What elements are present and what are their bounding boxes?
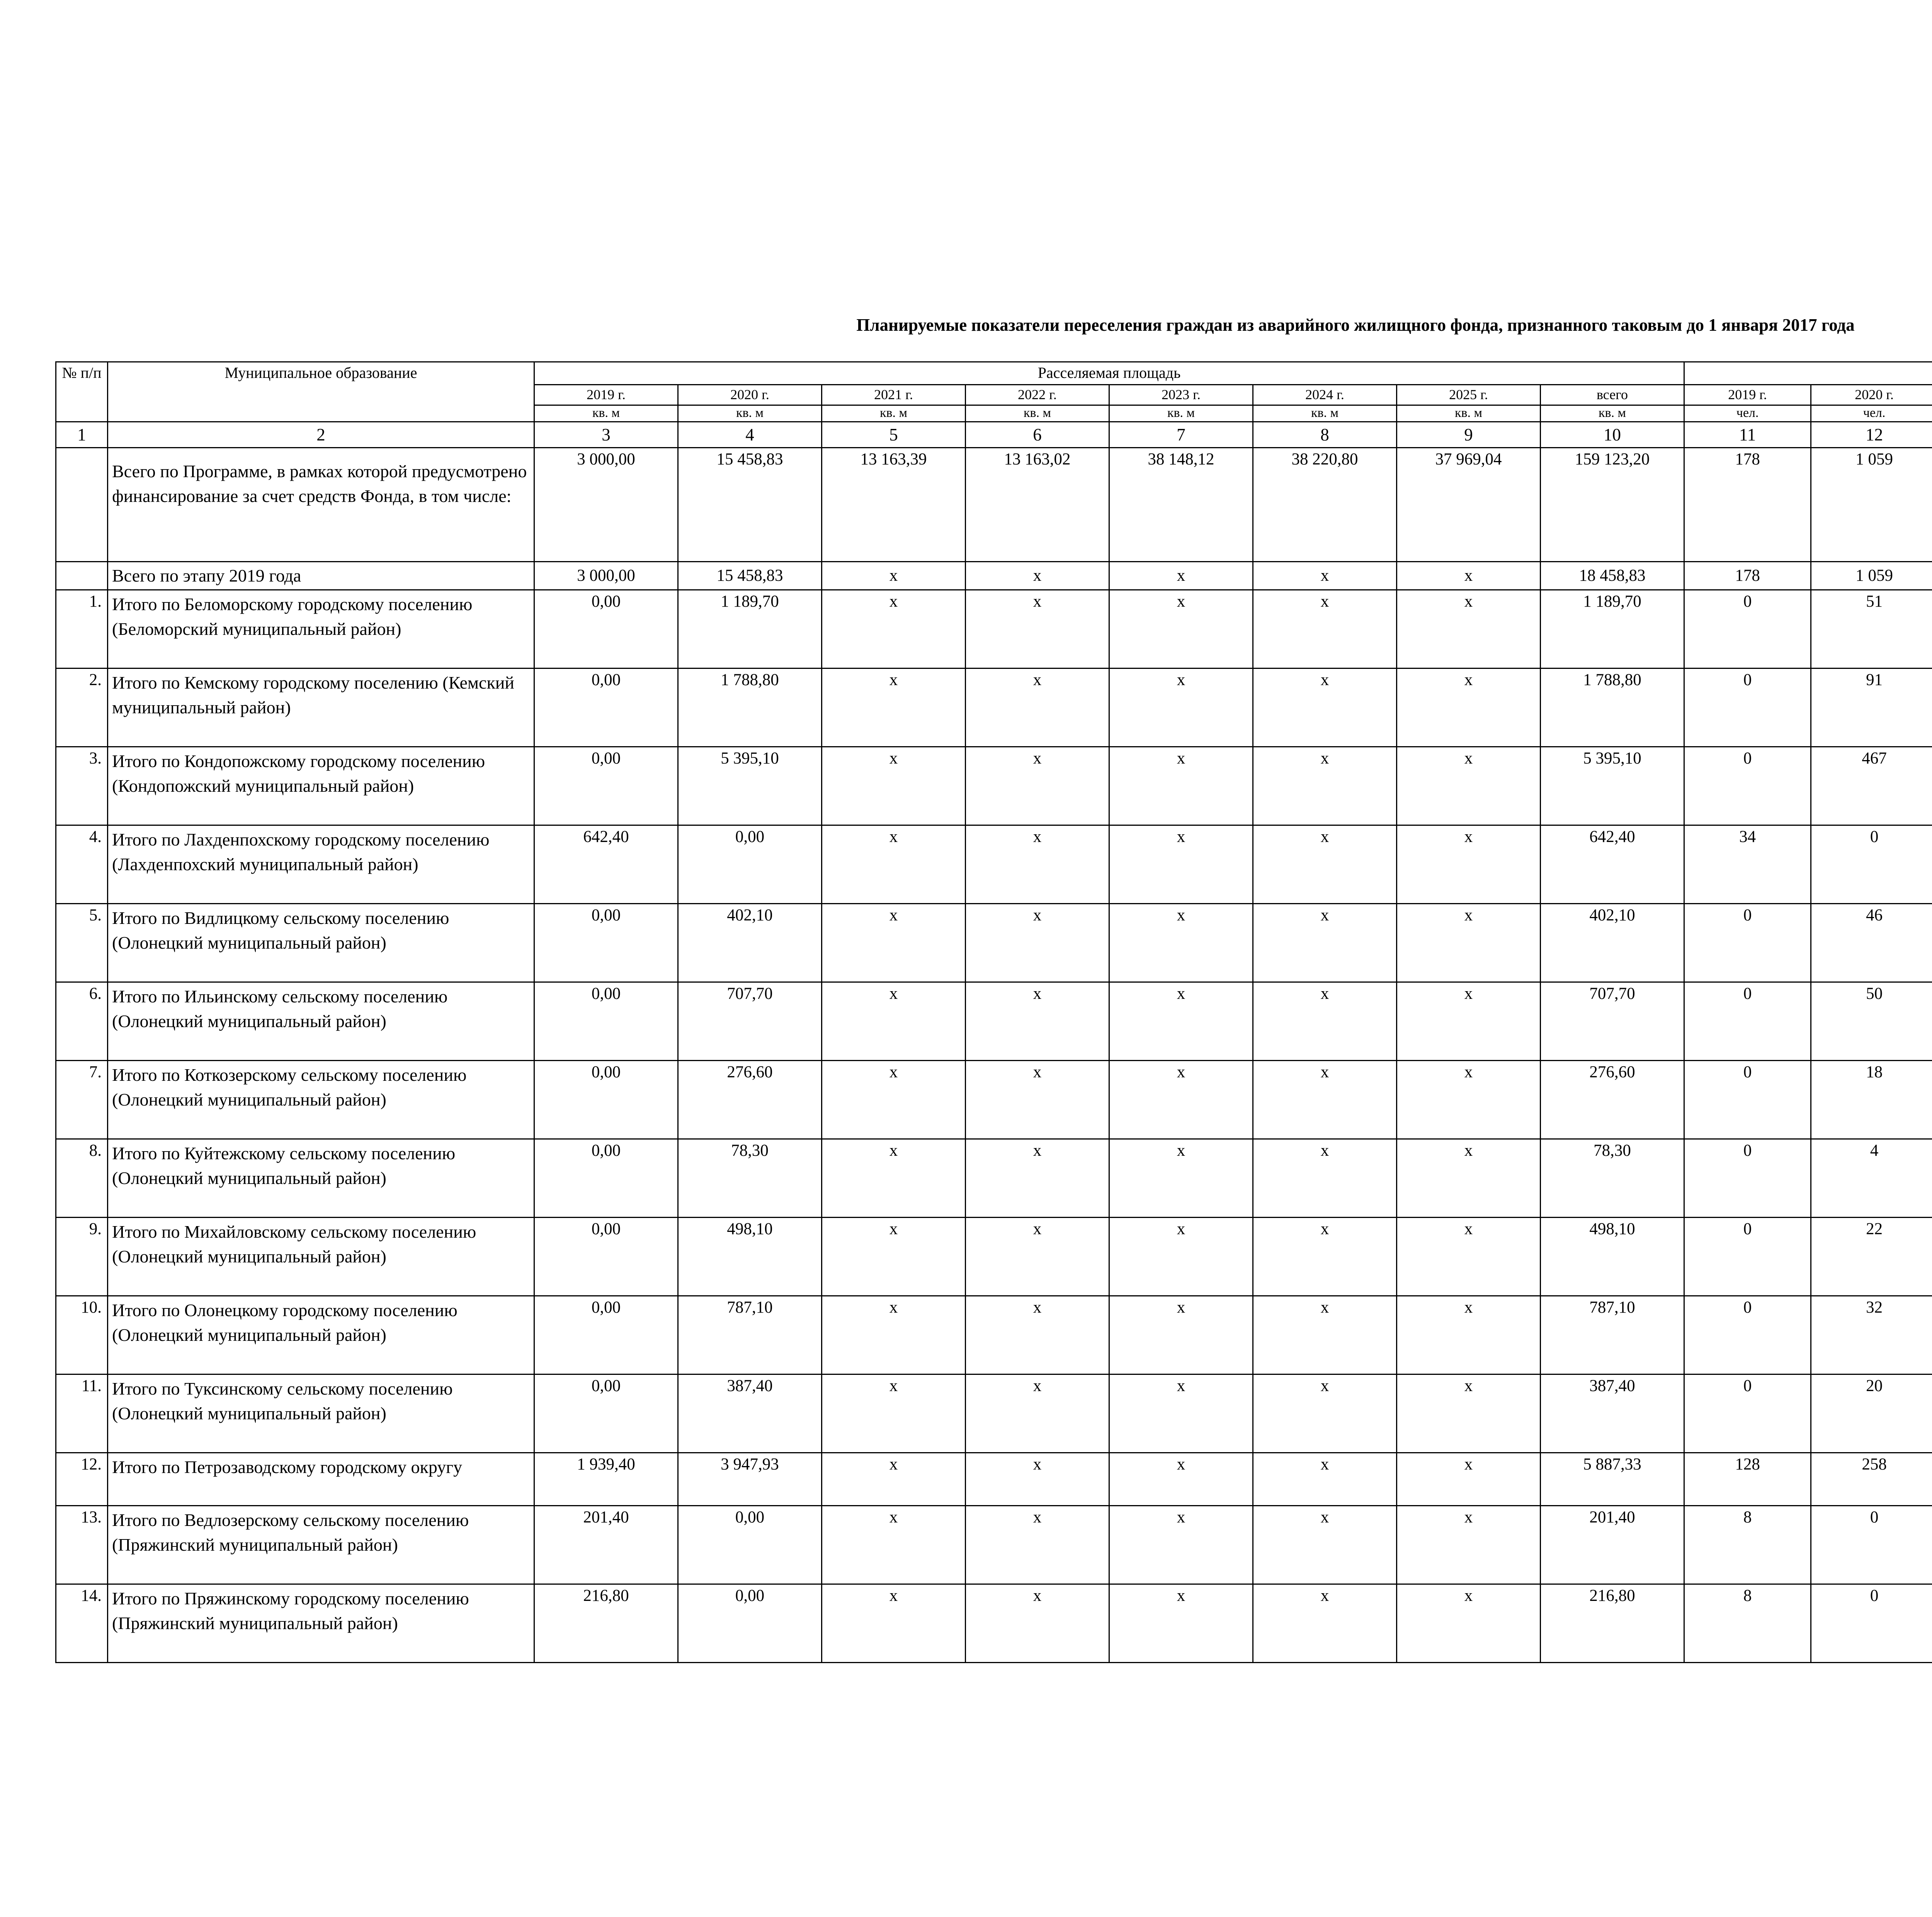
area-value: x [1109, 1139, 1253, 1218]
area-value: 707,70 [678, 982, 822, 1061]
area-value: x [1253, 1139, 1397, 1218]
table-row [56, 1584, 1932, 1663]
area-value: x [1253, 1218, 1397, 1296]
area-value: 13 163,39 [822, 448, 966, 562]
area-value: x [822, 562, 966, 590]
row-number: 12. [56, 1453, 108, 1506]
table-row [56, 1453, 1932, 1506]
column-number: 9 [1397, 422, 1541, 448]
area-value: x [1109, 590, 1253, 668]
area-value: x [1397, 982, 1541, 1061]
municipality-name: Итого по Лахденпохскому городскому поселению (Лахденпохский муниципальный район) [108, 825, 534, 904]
area-value: x [1109, 825, 1253, 904]
people-value: 0 [1811, 825, 1932, 904]
table-row [56, 1218, 1932, 1296]
area-value: x [1397, 1584, 1541, 1663]
column-number: 1 [56, 422, 108, 448]
people-value: 91 [1811, 668, 1932, 747]
area-value: x [1397, 1506, 1541, 1584]
area-value: x [822, 1061, 966, 1139]
area-value: x [1397, 1453, 1541, 1506]
people-value: 8 [1684, 1584, 1811, 1663]
area-value: x [966, 668, 1109, 747]
municipality-name: Итого по Куйтежскому сельскому поселению (Олонецкий муниципальный район) [108, 1139, 534, 1218]
people-unit-header: чел. [1684, 405, 1811, 422]
area-value: 201,40 [534, 1506, 678, 1584]
header-area-group: Расселяемая площадь [534, 362, 1684, 385]
resettlement-table [55, 361, 1932, 1663]
row-number: 6. [56, 982, 108, 1061]
area-value: x [1397, 1218, 1541, 1296]
area-value: 498,10 [1541, 1218, 1684, 1296]
area-value: x [966, 1584, 1109, 1663]
area-year-header: всего [1541, 385, 1684, 405]
area-value: x [966, 1506, 1109, 1584]
area-value: x [1253, 590, 1397, 668]
area-value: 642,40 [1541, 825, 1684, 904]
header-row-number: № п/п [56, 362, 108, 422]
people-value: 0 [1684, 668, 1811, 747]
municipality-name: Итого по Беломорскому городскому поселению (Беломорский муниципальный район) [108, 590, 534, 668]
people-value: 1 059 [1811, 562, 1932, 590]
municipality-name: Всего по этапу 2019 года [108, 562, 534, 590]
area-unit-header: кв. м [534, 405, 678, 422]
people-value: 50 [1811, 982, 1932, 1061]
table-row [56, 562, 1932, 590]
municipality-name: Всего по Программе, в рамках которой предусмотрено финансирование за счет средств Фонда, в том числе: [108, 448, 534, 562]
area-value: x [1253, 904, 1397, 982]
people-value: 0 [1684, 1218, 1811, 1296]
area-value: 3 000,00 [534, 562, 678, 590]
row-number [56, 448, 108, 562]
people-value: 22 [1811, 1218, 1932, 1296]
area-value: x [1397, 1061, 1541, 1139]
people-year-header: 2019 г. [1684, 385, 1811, 405]
table-row [56, 1061, 1932, 1139]
table-row [56, 1374, 1932, 1453]
area-value: 1 189,70 [678, 590, 822, 668]
area-value: x [966, 904, 1109, 982]
area-value: 216,80 [1541, 1584, 1684, 1663]
area-value: 159 123,20 [1541, 448, 1684, 562]
area-value: x [1253, 747, 1397, 825]
people-year-header: 2020 г. [1811, 385, 1932, 405]
area-value: 402,10 [1541, 904, 1684, 982]
area-value: x [822, 1584, 966, 1663]
area-value: 1 788,80 [1541, 668, 1684, 747]
table-row [56, 747, 1932, 825]
row-number: 8. [56, 1139, 108, 1218]
people-value: 0 [1811, 1584, 1932, 1663]
people-value: 1 059 [1811, 448, 1932, 562]
area-year-header: 2022 г. [966, 385, 1109, 405]
column-number: 11 [1684, 422, 1811, 448]
area-value: 402,10 [678, 904, 822, 982]
municipality-name: Итого по Ильинскому сельскому поселению (Олонецкий муниципальный район) [108, 982, 534, 1061]
area-value: 3 947,93 [678, 1453, 822, 1506]
people-value: 0 [1811, 1506, 1932, 1584]
area-value: x [966, 982, 1109, 1061]
area-value: x [1253, 1453, 1397, 1506]
people-value: 178 [1684, 448, 1811, 562]
people-value: 0 [1684, 1061, 1811, 1139]
people-value: 467 [1811, 747, 1932, 825]
people-value: 20 [1811, 1374, 1932, 1453]
area-value: x [1109, 1453, 1253, 1506]
area-year-header: 2021 г. [822, 385, 966, 405]
area-value: 787,10 [1541, 1296, 1684, 1374]
area-value: 0,00 [534, 668, 678, 747]
column-number: 6 [966, 422, 1109, 448]
area-value: x [1109, 1061, 1253, 1139]
area-value: x [1397, 904, 1541, 982]
area-value: x [966, 825, 1109, 904]
area-value: 1 189,70 [1541, 590, 1684, 668]
area-value: x [966, 747, 1109, 825]
area-value: 5 395,10 [678, 747, 822, 825]
area-value: 201,40 [1541, 1506, 1684, 1584]
area-value: x [822, 1218, 966, 1296]
area-value: x [966, 562, 1109, 590]
area-value: 0,00 [534, 590, 678, 668]
row-number: 9. [56, 1218, 108, 1296]
area-year-header: 2023 г. [1109, 385, 1253, 405]
area-value: 498,10 [678, 1218, 822, 1296]
area-value: 0,00 [534, 747, 678, 825]
table-row [56, 590, 1932, 668]
area-value: 37 969,04 [1397, 448, 1541, 562]
table-row [56, 668, 1932, 747]
area-value: x [1109, 668, 1253, 747]
area-value: 276,60 [678, 1061, 822, 1139]
row-number: 7. [56, 1061, 108, 1139]
area-unit-header: кв. м [822, 405, 966, 422]
area-value: x [1397, 747, 1541, 825]
area-value: 38 148,12 [1109, 448, 1253, 562]
column-number: 3 [534, 422, 678, 448]
area-value: 0,00 [678, 825, 822, 904]
area-value: x [1109, 562, 1253, 590]
area-value: 0,00 [534, 1374, 678, 1453]
area-value: 15 458,83 [678, 562, 822, 590]
area-value: 15 458,83 [678, 448, 822, 562]
area-unit-header: кв. м [1541, 405, 1684, 422]
area-value: 78,30 [1541, 1139, 1684, 1218]
row-number: 1. [56, 590, 108, 668]
area-year-header: 2020 г. [678, 385, 822, 405]
municipality-name: Итого по Михайловскому сельскому поселению (Олонецкий муниципальный район) [108, 1218, 534, 1296]
area-value: x [822, 590, 966, 668]
column-number: 4 [678, 422, 822, 448]
area-year-header: 2024 г. [1253, 385, 1397, 405]
area-value: x [1253, 562, 1397, 590]
municipality-name: Итого по Туксинскому сельскому поселению (Олонецкий муниципальный район) [108, 1374, 534, 1453]
area-value: x [1109, 1374, 1253, 1453]
municipality-name: Итого по Петрозаводскому городскому округу [108, 1453, 534, 1506]
area-value: 0,00 [678, 1506, 822, 1584]
municipality-name: Итого по Коткозерскому сельскому поселению (Олонецкий муниципальный район) [108, 1061, 534, 1139]
column-number: 5 [822, 422, 966, 448]
municipality-name: Итого по Ведлозерскому сельскому поселению (Пряжинский муниципальный район) [108, 1506, 534, 1584]
area-value: x [822, 982, 966, 1061]
area-value: x [822, 825, 966, 904]
area-unit-header: кв. м [1109, 405, 1253, 422]
area-value: 707,70 [1541, 982, 1684, 1061]
area-value: 387,40 [678, 1374, 822, 1453]
row-number: 3. [56, 747, 108, 825]
area-value: x [1253, 668, 1397, 747]
people-value: 46 [1811, 904, 1932, 982]
header-people-group [1684, 362, 1932, 385]
row-number [56, 562, 108, 590]
column-number: 8 [1253, 422, 1397, 448]
table-row [56, 1296, 1932, 1374]
column-number: 12 [1811, 422, 1932, 448]
area-value: 387,40 [1541, 1374, 1684, 1453]
area-year-header: 2025 г. [1397, 385, 1541, 405]
people-value: 0 [1684, 1374, 1811, 1453]
area-value: x [822, 747, 966, 825]
people-value: 51 [1811, 590, 1932, 668]
table-row [56, 825, 1932, 904]
area-value: x [966, 590, 1109, 668]
area-unit-header: кв. м [966, 405, 1109, 422]
area-value: 13 163,02 [966, 448, 1109, 562]
column-number: 2 [108, 422, 534, 448]
area-unit-header: кв. м [678, 405, 822, 422]
area-value: x [822, 1139, 966, 1218]
area-value: x [966, 1374, 1109, 1453]
municipality-name: Итого по Кемскому городскому поселению (Кемский муниципальный район) [108, 668, 534, 747]
area-value: x [822, 1453, 966, 1506]
area-value: x [1253, 982, 1397, 1061]
area-value: x [1397, 1374, 1541, 1453]
table-row [56, 1139, 1932, 1218]
area-value: 216,80 [534, 1584, 678, 1663]
municipality-name: Итого по Олонецкому городскому поселению (Олонецкий муниципальный район) [108, 1296, 534, 1374]
column-number: 10 [1541, 422, 1684, 448]
area-year-header: 2019 г. [534, 385, 678, 405]
area-value: x [822, 1296, 966, 1374]
row-number: 2. [56, 668, 108, 747]
area-value: 0,00 [534, 1139, 678, 1218]
people-value: 128 [1684, 1453, 1811, 1506]
area-value: x [1109, 747, 1253, 825]
people-value: 0 [1684, 1296, 1811, 1374]
row-number: 13. [56, 1506, 108, 1584]
people-value: 0 [1684, 590, 1811, 668]
column-number: 7 [1109, 422, 1253, 448]
area-value: 0,00 [534, 982, 678, 1061]
people-value: 18 [1811, 1061, 1932, 1139]
area-value: x [1109, 904, 1253, 982]
row-number: 14. [56, 1584, 108, 1663]
people-value: 258 [1811, 1453, 1932, 1506]
row-number: 10. [56, 1296, 108, 1374]
municipality-name: Итого по Кондопожскому городскому поселению (Кондопожский муниципальный район) [108, 747, 534, 825]
area-value: x [1253, 1296, 1397, 1374]
area-value: x [1397, 1139, 1541, 1218]
area-value: x [1397, 668, 1541, 747]
people-value: 0 [1684, 1139, 1811, 1218]
area-value: 38 220,80 [1253, 448, 1397, 562]
people-value: 4 [1811, 1139, 1932, 1218]
row-number: 4. [56, 825, 108, 904]
area-value: x [966, 1218, 1109, 1296]
area-value: x [822, 1506, 966, 1584]
table-row [56, 982, 1932, 1061]
area-value: x [822, 1374, 966, 1453]
area-value: x [966, 1453, 1109, 1506]
area-value: x [1109, 1218, 1253, 1296]
area-value: x [1253, 1061, 1397, 1139]
area-value: x [966, 1061, 1109, 1139]
area-value: x [1109, 1584, 1253, 1663]
area-value: 0,00 [534, 1218, 678, 1296]
area-unit-header: кв. м [1253, 405, 1397, 422]
area-value: x [966, 1296, 1109, 1374]
people-value: 0 [1684, 982, 1811, 1061]
area-value: x [1109, 1296, 1253, 1374]
area-value: x [1253, 825, 1397, 904]
area-value: 1 788,80 [678, 668, 822, 747]
area-value: 642,40 [534, 825, 678, 904]
area-value: 276,60 [1541, 1061, 1684, 1139]
area-value: x [1397, 1296, 1541, 1374]
people-value: 0 [1684, 904, 1811, 982]
area-value: 5 395,10 [1541, 747, 1684, 825]
area-value: x [1397, 825, 1541, 904]
row-number: 5. [56, 904, 108, 982]
area-value: x [1397, 590, 1541, 668]
people-value: 0 [1684, 747, 1811, 825]
area-value: x [1397, 562, 1541, 590]
people-unit-header: чел. [1811, 405, 1932, 422]
area-value: x [1253, 1374, 1397, 1453]
area-value: 0,00 [678, 1584, 822, 1663]
municipality-name: Итого по Пряжинскому городскому поселению (Пряжинский муниципальный район) [108, 1584, 534, 1663]
area-value: x [966, 1139, 1109, 1218]
area-value: 18 458,83 [1541, 562, 1684, 590]
municipality-name: Итого по Видлицкому сельскому поселению (Олонецкий муниципальный район) [108, 904, 534, 982]
people-value: 32 [1811, 1296, 1932, 1374]
area-value: x [1109, 982, 1253, 1061]
area-value: x [1253, 1506, 1397, 1584]
area-unit-header: кв. м [1397, 405, 1541, 422]
row-number: 11. [56, 1374, 108, 1453]
people-value: 178 [1684, 562, 1811, 590]
area-value: 0,00 [534, 1061, 678, 1139]
table-row [56, 1506, 1932, 1584]
area-value: 3 000,00 [534, 448, 678, 562]
people-value: 34 [1684, 825, 1811, 904]
area-value: 0,00 [534, 1296, 678, 1374]
area-value: x [822, 668, 966, 747]
area-value: x [1109, 1506, 1253, 1584]
area-value: 5 887,33 [1541, 1453, 1684, 1506]
people-value: 8 [1684, 1506, 1811, 1584]
area-value: 0,00 [534, 904, 678, 982]
area-value: 78,30 [678, 1139, 822, 1218]
table-row [56, 904, 1932, 982]
table-row [56, 448, 1932, 562]
area-value: x [1253, 1584, 1397, 1663]
area-value: 1 939,40 [534, 1453, 678, 1506]
document-title: Планируемые показатели переселения граждан из аварийного жилищного фонда, признанного таковым до 1 января 2017 года [856, 315, 1855, 335]
area-value: x [822, 904, 966, 982]
header-municipality: Муниципальное образование [108, 362, 534, 422]
area-value: 787,10 [678, 1296, 822, 1374]
